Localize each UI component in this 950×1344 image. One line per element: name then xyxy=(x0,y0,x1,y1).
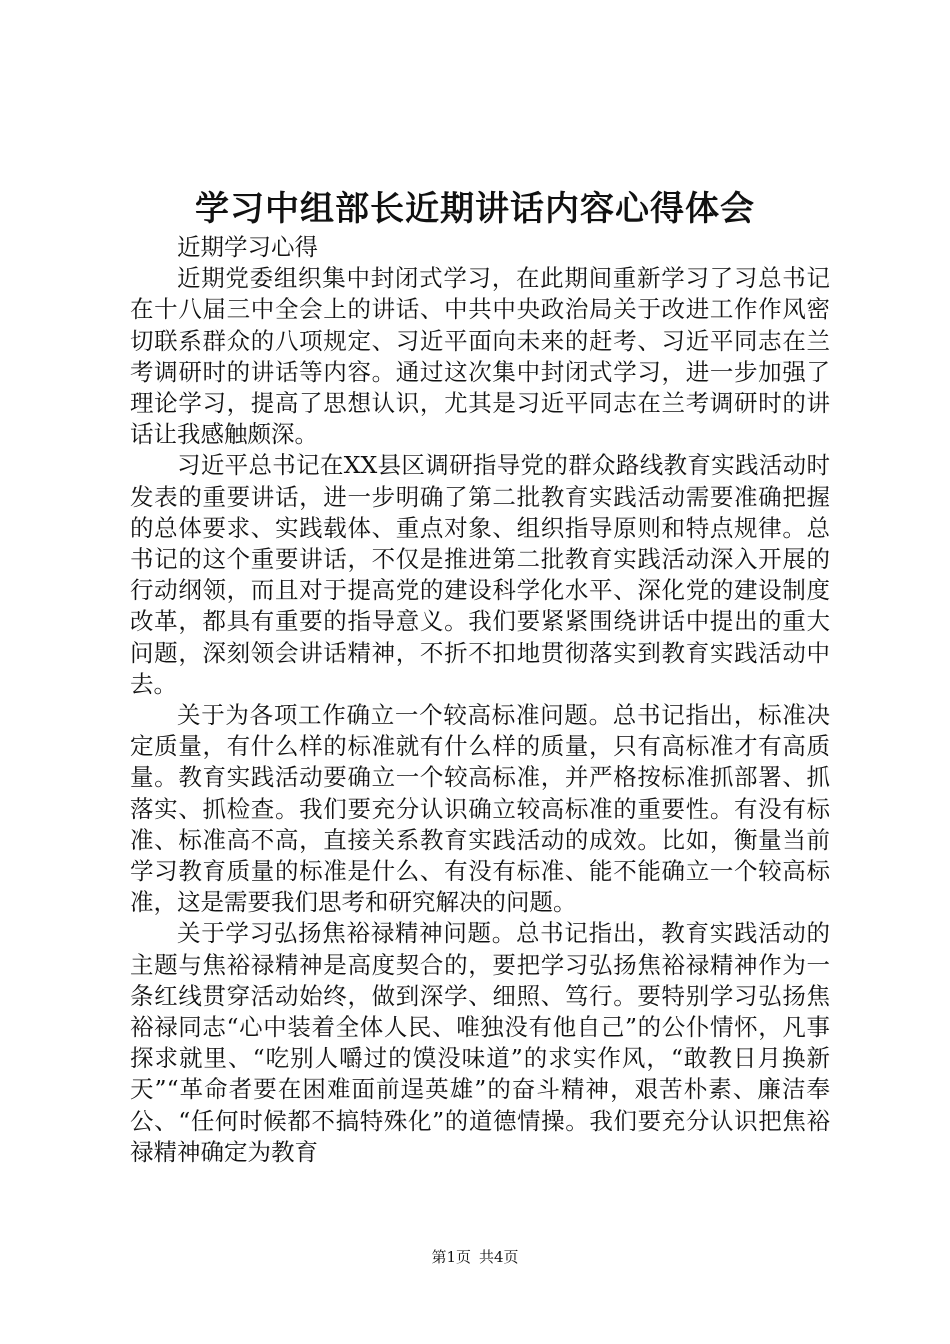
page-number: 第1页 xyxy=(431,1248,471,1266)
body-paragraph: 关于为各项工作确立一个较高标准问题。总书记指出，标准决定质量，有什么样的标准就有什么样的质量，只有高标准才有高质量。教育实践活动要确立一个较高标准，并严格按标准抓部署、抓落实、抓检查。我们要充分认识确立较高标准的重要性。有没有标准、标准高不高，直接关系教育实践活动的成效。比如，衡量当前学习教育质量的标准是什么、有没有标准、能不能确立一个较高标准，这是需要我们思考和研究解决的问题。 xyxy=(130,701,830,917)
section-heading: 近期学习心得 xyxy=(177,233,318,261)
document-body xyxy=(130,232,830,1168)
document-title: 学习中组部长近期讲话内容心得体会 xyxy=(195,189,755,229)
body-paragraph: 关于学习弘扬焦裕禄精神问题。总书记指出，教育实践活动的主题与焦裕禄精神是高度契合的，要把学习弘扬焦裕禄精神作为一条红线贯穿活动始终，做到深学、细照、笃行。要特别学习弘扬焦裕禄同志“心中装着全体人民、唯独没有他自己”的公仆情怀，凡事探求就里、“吃别人嚼过的馍没味道”的求实作风，“敢教日月换新天”“革命者要在困难面前逞英雄”的奋斗精神，艰苦朴素、廉洁奉公、“任何时候都不搞特殊化”的道德情操。我们要充分认识把焦裕禄精神确定为教育 xyxy=(130,919,830,1166)
page-total: 共4页 xyxy=(479,1248,519,1266)
body-paragraph: 近期党委组织集中封闭式学习，在此期间重新学习了习总书记在十八届三中全会上的讲话、中共中央政治局关于改进工作作风密切联系群众的八项规定、习近平面向未来的赶考、习近平同志在兰考调研时的讲话等内容。通过这次集中封闭式学习，进一步加强了理论学习，提高了思想认识，尤其是习近平同志在兰考调研时的讲话让我感触颇深。 xyxy=(130,264,830,449)
body-paragraph: 习近平总书记在XX县区调研指导党的群众路线教育实践活动时发表的重要讲话，进一步明确了第二批教育实践活动需要准确把握的总体要求、实践载体、重点对象、组织指导原则和特点规律。总书记的这个重要讲话，不仅是推进第二批教育实践活动深入开展的行动纲领，而且对于提高党的建设科学化水平、深化党的建设制度改革，都具有重要的指导意义。我们要紧紧围绕讲话中提出的重大问题，深刻领会讲话精神，不折不扣地贯彻落实到教育实践活动中去。 xyxy=(130,451,830,698)
page-footer xyxy=(0,1247,950,1267)
